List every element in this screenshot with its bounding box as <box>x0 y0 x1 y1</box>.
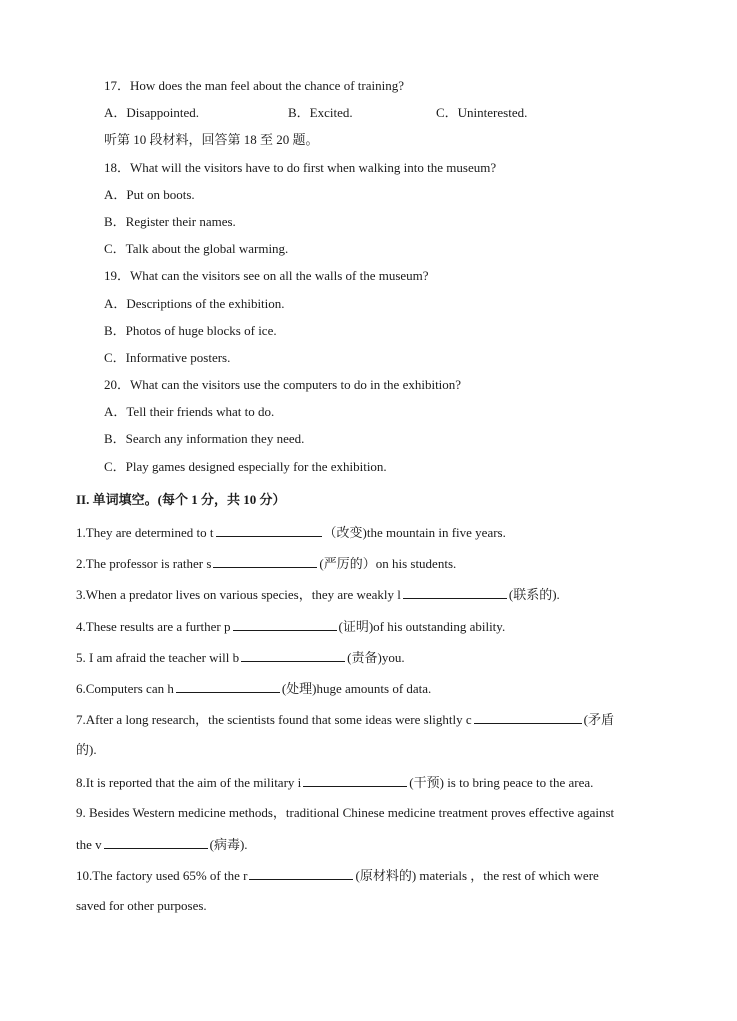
question-19-stem: 19．What can the visitors see on all the walls of the museum? <box>104 268 429 283</box>
fill-item-3-prefix: 3.When a predator lives on various species，they are weakly l <box>76 587 401 602</box>
question-19-option-a: A．Descriptions of the exhibition. <box>104 296 285 311</box>
fill-item-1-prefix: 1.They are determined to t <box>76 525 214 540</box>
fill-item-7-prefix: 7.After a long research，the scientists found that some ideas were slightly c <box>76 712 472 727</box>
fill-blank-2[interactable] <box>213 555 317 568</box>
fill-item-4-suffix: (证明)of his outstanding ability. <box>338 619 506 634</box>
question-19-option-c: C．Informative posters. <box>104 350 231 365</box>
fill-item-3 <box>76 586 560 603</box>
fill-item-7-continuation: 的). <box>76 742 97 757</box>
question-20-option-c: C．Play games designed especially for the exhibition. <box>104 459 387 474</box>
question-20-option-b: B．Search any information they need. <box>104 431 305 446</box>
question-19-option-b: B．Photos of huge blocks of ice. <box>104 323 277 338</box>
question-18-stem: 18．What will the visitors have to do first when walking into the museum? <box>104 160 497 175</box>
fill-item-10-suffix: (原材料的) materials ，the rest of which were <box>355 868 599 883</box>
fill-item-5-suffix: (责备)you. <box>347 650 405 665</box>
fill-item-9-continuation <box>76 836 248 853</box>
question-17-option-c: C．Uninterested. <box>436 105 528 120</box>
question-20-stem: 20．What can the visitors use the computers to do in the exhibition? <box>104 377 462 392</box>
fill-item-8-suffix: (干预) is to bring peace to the area. <box>409 775 594 790</box>
fill-item-7 <box>76 711 614 728</box>
fill-blank-3[interactable] <box>403 586 507 599</box>
question-17-option-b: B．Excited. <box>288 105 353 120</box>
fill-blank-9[interactable] <box>104 836 208 849</box>
fill-blank-6[interactable] <box>176 680 280 693</box>
fill-blank-7[interactable] <box>474 711 582 724</box>
question-18-option-a: A．Put on boots. <box>104 187 195 202</box>
fill-item-9-cont-suffix: (病毒). <box>209 837 248 852</box>
question-17-stem: 17．How does the man feel about the chance of training? <box>104 78 404 93</box>
fill-item-1 <box>76 524 506 541</box>
fill-item-6-suffix: (处理)huge amounts of data. <box>281 681 432 696</box>
fill-item-4 <box>76 618 505 635</box>
fill-item-7-suffix: (矛盾 <box>583 712 615 727</box>
question-20-option-a: A．Tell their friends what to do. <box>104 404 275 419</box>
fill-item-5-prefix: 5. I am afraid the teacher will b <box>76 650 240 665</box>
fill-blank-10[interactable] <box>249 867 353 880</box>
question-17-option-a: A．Disappointed. <box>104 105 199 120</box>
fill-blank-5[interactable] <box>241 649 345 662</box>
fill-blank-1[interactable] <box>216 524 322 537</box>
fill-blank-4[interactable] <box>233 618 337 631</box>
fill-item-2-suffix: (严厉的）on his students. <box>319 556 457 571</box>
fill-item-1-suffix: （改变)the mountain in five years. <box>323 525 506 540</box>
fill-item-4-prefix: 4.These results are a further p <box>76 619 231 634</box>
fill-blank-8[interactable] <box>303 774 407 787</box>
fill-item-10-continuation: saved for other purposes. <box>76 898 207 913</box>
fill-item-6 <box>76 680 431 697</box>
fill-item-6-prefix: 6.Computers can h <box>76 681 174 696</box>
fill-item-2-prefix: 2.The professor is rather s <box>76 556 212 571</box>
fill-item-9: 9. Besides Western medicine methods，traditional Chinese medicine treatment proves effective against <box>76 805 615 820</box>
fill-item-8-prefix: 8.It is reported that the aim of the military i <box>76 775 302 790</box>
section-2-heading: II. 单词填空。(每个 1 分，共 10 分） <box>76 492 286 507</box>
fill-item-3-suffix: (联系的). <box>508 587 560 602</box>
fill-item-2 <box>76 555 456 572</box>
fill-item-10-prefix: 10.The factory used 65% of the r <box>76 868 248 883</box>
fill-item-9-cont-prefix: the v <box>76 837 102 852</box>
question-18-option-c: C．Talk about the global warming. <box>104 241 289 256</box>
fill-item-5 <box>76 649 405 666</box>
listening-section-instruction: 听第 10 段材料，回答第 18 至 20 题。 <box>104 132 319 147</box>
fill-item-8 <box>76 774 593 791</box>
question-18-option-b: B．Register their names. <box>104 214 236 229</box>
fill-item-10 <box>76 867 599 884</box>
